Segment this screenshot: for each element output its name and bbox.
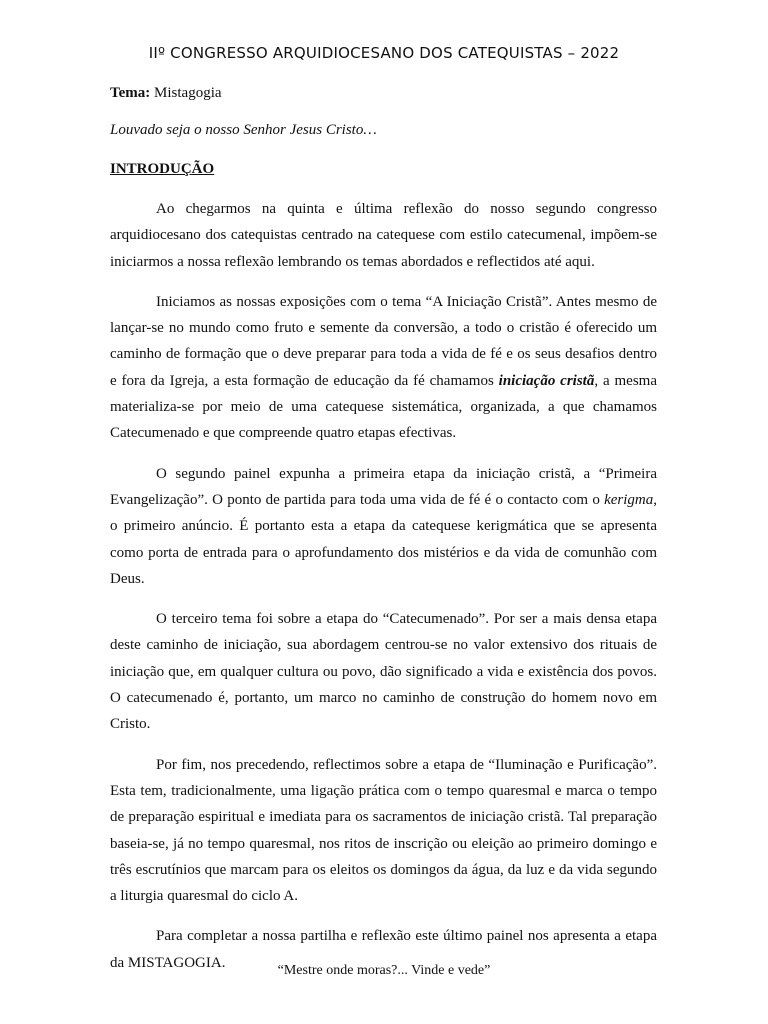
topic-value: Mistagogia: [154, 85, 222, 101]
paragraph-5: Por fim, nos precedendo, reflectimos sobre a etapa de “Iluminação e Purificação”. Esta tem, tradicionalmente, uma ligação prática com o tempo quaresmal e marca o tempo de preparação espiritual e imediata para os sacramentos de iniciação cristã. Tal preparação baseia-se, já no tempo quaresmal, nos ritos de inscrição ou eleição ao primeiro domingo e três escrutínios que marcam para os eleitos os domingos da água, da luz e da vida segundo a liturgia quaresmal do ciclo A.: [110, 756, 657, 905]
paragraph-2-part-b: , a mesma materializa-se por meio de uma catequese sistemática, organizada, a que chamamos Catecumenado e que compreende quatro etapas efectivas.: [110, 372, 657, 442]
document-header: IIº CONGRESSO ARQUIDIOCESANO DOS CATEQUISTAS – 2022: [148, 44, 620, 62]
paragraph-2-emphasis: iniciação cristã: [498, 372, 595, 389]
paragraph-1: Ao chegarmos na quinta e última reflexão do nosso segundo congresso arquidiocesano dos catequistas centrado na catequese com estilo catecumenal, impõem-se iniciarmos a nossa reflexão lembrando os temas abordados e reflectidos até aqui.: [110, 201, 657, 270]
body-text: [110, 196, 657, 976]
paragraph-4: O terceiro tema foi sobre a etapa do “Catecumenado”. Por ser a mais densa etapa deste caminho de iniciação, sua abordagem centrou-se no valor extensivo dos rituais de iniciação que, em qualquer cultura ou povo, dão significado a vida e existência dos povos. O catecumenado é, portanto, um marco no caminho de construção do homem novo em Cristo.: [110, 611, 657, 733]
paragraph-2-part-a: Iniciamos as nossas exposições com o tema “A Iniciação Cristã”. Antes mesmo de lançar-se no mundo como fruto e semente da conversão, a todo o cristão é oferecido um caminho de formação que o deve preparar para toda a vida de fé e os seus desafios dentro e fora da Igreja, a esta formação de educação da fé chamamos: [110, 293, 657, 389]
greeting-line: Louvado seja o nosso Senhor Jesus Cristo…: [110, 122, 377, 138]
paragraph-3: [110, 461, 657, 592]
paragraph-6: Para completar a nossa partilha e reflexão este último painel nos apresenta a etapa da MISTAGOGIA.: [110, 928, 657, 971]
document-footer: “Mestre onde moras?... Vinde e vede”: [277, 963, 491, 978]
section-title: INTRODUÇÃO: [110, 161, 215, 177]
paragraph-2: [110, 289, 657, 447]
topic-label: Tema:: [110, 85, 151, 101]
paragraph-3-part-a: O segundo painel expunha a primeira etapa da iniciação cristã, a “Primeira Evangelização”. O ponto de partida para toda uma vida de fé é o contacto com o: [110, 465, 657, 508]
paragraph-3-emphasis: kerigma: [604, 491, 654, 508]
topic-line: [110, 85, 222, 102]
paragraph-3-part-b: , o primeiro anúncio. É portanto esta a etapa da catequese kerigmática que se apresenta como porta de entrada para o aprofundamento dos mistérios e da vida de comunhão com Deus.: [110, 491, 657, 587]
